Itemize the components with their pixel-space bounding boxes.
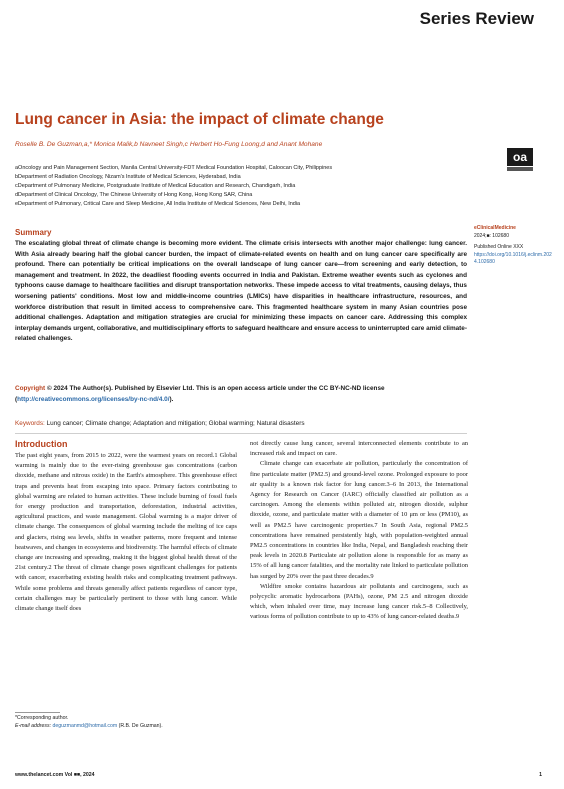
header-bar	[0, 0, 564, 37]
footer-journal-url: www.thelancet.com Vol ■■, 2024	[15, 772, 95, 778]
affiliation-e: eDepartment of Pulmonary, Critical Care and Sleep Medicine, All India Institute of Medical Sciences, New Delhi, India	[15, 201, 301, 207]
paragraph: not directly cause lung cancer, several interconnected elements contribute to an increased risk and impact on care.	[250, 440, 468, 458]
email-label: E-mail address:	[15, 723, 52, 729]
journal-volume: 2024;■: 102680	[474, 232, 509, 239]
footnote	[15, 714, 245, 730]
section-divider	[15, 433, 467, 434]
summary-text: The escalating global threat of climate change is becoming more evident. The climate crisis intersects with another major challenge: lung cancer. With Asia already bearing half the global cancer burden, the impact of climate-related events on health and on lung cancer care specifically are profound. There can potentially be critical implications on the overall landscape of lung cancer care—from screening and early detection, to management and treatment. In 2022, the deadliest flooding events occurred in India and Pakistan. Extreme weather events such as cyclones and typhoons cause damage to healthcare facilities and disrupt transportation networks. These impede access to vital treatments, causing delays, thus worsening patients' conditions. Most low and middle-income countries (LMICs) have disparities in healthcare infrastructure, resources, and workforce distribution that result in limited access to comprehensive care. This fragmented healthcare system in many Asian countries pose additional challenges. Adaptation and mitigation strategies are crucial for minimizing these impacts on cancer care. Addressing this complex interplay demands urgent, collaborative, and multidisciplinary efforts to safeguard healthcare and ensure access to uninterrupted care amid climate-related challenges.	[15, 240, 467, 343]
article-title: Lung cancer in Asia: the impact of climate change	[15, 111, 384, 128]
affiliation-b: bDepartment of Radiation Oncology, Nizam's Institute of Medical Sciences, Hyderabad, India	[15, 174, 241, 180]
introduction-body-right	[250, 439, 468, 623]
corresponding-author-note: *Corresponding author.	[15, 715, 69, 721]
copyright-tail: ).	[169, 395, 174, 403]
paragraph: Climate change can exacerbate air pollution, particularly the concentration of fine particulate matter (PM2.5) and ground-level ozone. Prolonged exposure to poor air quality is a known risk factor for lung cancer.3–6 In 2013, the International Agency for Research on Cancer (IARC) officially classified air pollution as a carcinogen. Among the elements within polluted air, nitrogen dioxide, sulphur dioxide, ozone, and particulate matter with a diameter of 10 μm or less (PM10), as well as PM2.5 have carcinogenic properties.7 In South Asia, regional PM2.5 concentrations have remained persistently high, with population-weighted annual PM2.5 concentrations in countries like India, Nepal, and Bangladesh reaching their peak levels in 2020.8 Particulate air pollution alone is responsible for as many as 15% of all lung cancer fatalities, and the mortality rate linked to particulate pollution has surged by 20% over the past three decades.9	[250, 460, 468, 580]
affiliation-c: cDepartment of Pulmonary Medicine, Postgraduate Institute of Medical Education and Research, Chandigarh, India	[15, 183, 296, 189]
article-meta-sidebar	[474, 225, 554, 267]
author-list: Roselle B. De Guzman,a,* Monica Malik,b Navneet Singh,c Herbert Ho-Fung Loong,d and Anant Mohane	[15, 141, 323, 148]
email-tail: (R.B. De Guzman).	[118, 723, 163, 729]
keywords	[15, 419, 467, 429]
footnote-rule	[15, 712, 60, 713]
journal-name: eClinicalMedicine	[474, 225, 516, 231]
left-column	[15, 439, 237, 614]
affiliation-a: aOncology and Pain Management Section, Manila Central University-FDT Medical Foundation Hospital, Caloocan City, Philippines	[15, 165, 333, 171]
affiliation-d: dDepartment of Clinical Oncology, The Chinese University of Hong Kong, Hong Kong SAR, China	[15, 192, 253, 198]
email-link[interactable]: deguzmanmd@hotmail.com	[52, 723, 118, 729]
affiliations	[15, 164, 475, 209]
paragraph: The past eight years, from 2015 to 2022, were the warmest years on record.1 Global warming is mainly due to the ever-rising greenhouse gas concentrations (carbon dioxide, methane and nitrous oxide) in the Earth's atmosphere. This greenhouse effect traps and prevents heat from escaping into space. Primary factors contributing to global warming are related to human activities. These include burning of fossil fuels for energy production and transportation, deforestation, industrial activities, agricultural practices, and waste management. Global warming is a major driver of climate change. The consequences of global warming include the melting of ice caps and glaciers, rising sea levels, shifts in weather patterns, more frequent and intense heatwaves, and changes in ecosystems and biodiversity. The harmful effects of climate change are increasing and spreading, making it the biggest global health threat of the 21st century.2 The threat of climate change poses significant challenges for patients with cancer, exacerbating existing health risks and complicating treatment pathways. While some problems and threats generally affect patients regardless of cancer type, certain challenges may be particularly pertinent to those with lung cancer. While climate change itself does	[15, 452, 237, 613]
email-line	[15, 722, 245, 730]
license-link[interactable]: http://creativecommons.org/licenses/by-nc-nd/4.0/	[17, 395, 170, 403]
introduction-heading: Introduction	[15, 439, 68, 449]
copyright-text: © 2024 The Author(s). Published by Elsevier Ltd. This is an open access article under the CC BY-NC-ND license (	[15, 385, 385, 403]
summary-heading: Summary	[15, 228, 52, 237]
copyright-label: Copyright	[15, 385, 46, 392]
open-access-badge: oa	[507, 148, 533, 166]
keywords-text: Lung cancer; Climate change; Adaptation and mitigation; Global warming; Natural disasters	[46, 420, 305, 427]
keywords-label: Keywords:	[15, 420, 45, 427]
right-column	[250, 439, 468, 623]
doi-link[interactable]: https://doi.org/10.1016/j.eclinm.2024.102680	[474, 251, 552, 265]
page-number: 1	[539, 772, 542, 778]
published-online: Published Online XXX	[474, 244, 524, 250]
paragraph: Wildfire smoke contains hazardous air pollutants and carcinogens, such as polycyclic aromatic hydrocarbons (PAHs), ozone, PM 2.5 and nitrogen dioxide which, when inhaled over time, may increase lung cancer risk.5–8 Collectively, various forms of pollution contribute to up to 43% of lung cancer-related deaths.9	[250, 582, 468, 621]
copyright-notice	[15, 384, 467, 405]
introduction-body-left	[15, 451, 237, 614]
series-label: Series Review	[419, 9, 534, 28]
open-access-badge-strip	[507, 167, 533, 171]
